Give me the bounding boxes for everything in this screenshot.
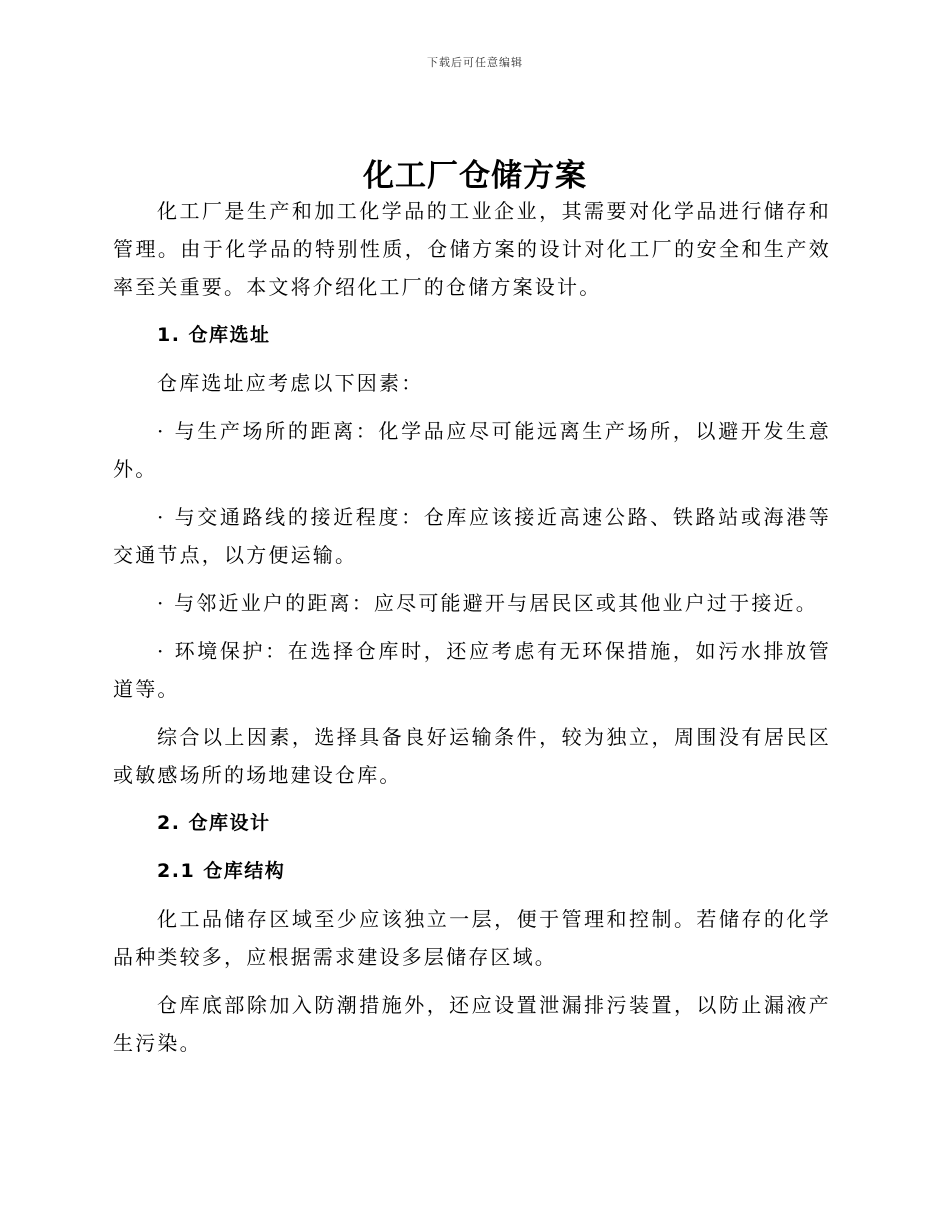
paragraph-site-lead: 仓库选址应考虑以下因素： [157, 371, 424, 395]
document-body [113, 192, 831, 1072]
section-heading-1: 1. 仓库选址 [157, 324, 271, 346]
paragraph-structure-b: 仓库底部除加入防潮措施外，还应设置泄漏排污装置，以防止漏液产生污染。 [113, 993, 831, 1055]
paragraph-intro: 化工厂是生产和加工化学品的工业企业，其需要对化学品进行储存和管理。由于化学品的特别性质，仓储方案的设计对化工厂的安全和生产效率至关重要。本文将介绍化工厂的仓储方案设计。 [113, 199, 831, 299]
document-title: 化工厂仓储方案 [363, 158, 587, 194]
bullet-distance-production: · 与生产场所的距离：化学品应尽可能远离生产场所，以避开发生意外。 [113, 419, 831, 481]
bullet-distance-neighbors: · 与邻近业户的距离：应尽可能避开与居民区或其他业户过于接近。 [157, 591, 818, 615]
section-heading-2: 2. 仓库设计 [157, 812, 271, 834]
paragraph-site-summary: 综合以上因素，选择具备良好运输条件，较为独立，周围没有居民区或敏感场所的场地建设仓库。 [113, 725, 831, 787]
bullet-environment: · 环境保护：在选择仓库时，还应考虑有无环保措施，如污水排放管道等。 [113, 639, 831, 701]
subsection-heading-2-1: 2.1 仓库结构 [157, 860, 286, 882]
bullet-traffic-access: · 与交通路线的接近程度：仓库应该接近高速公路、铁路站或海港等交通节点，以方便运输。 [113, 505, 831, 567]
paragraph-structure-a: 化工品储存区域至少应该独立一层，便于管理和控制。若储存的化学品种类较多，应根据需求建设多层储存区域。 [113, 907, 831, 969]
header-note: 下载后可任意编辑 [427, 56, 523, 69]
